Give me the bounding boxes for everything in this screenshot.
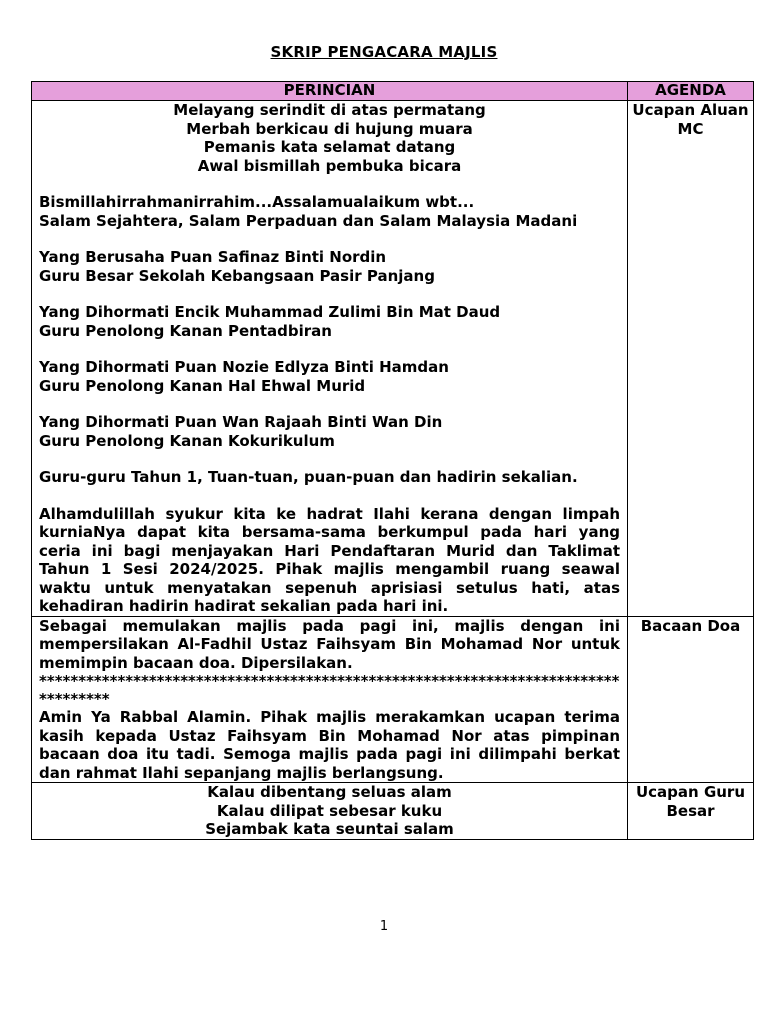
- audience-greeting: Guru-guru Tahun 1, Tuan-tuan, puan-puan dan hadirin sekalian.: [39, 468, 578, 486]
- pantun-line: Kalau dilipat sebesar kuku: [216, 801, 443, 820]
- doa-thanks: Amin Ya Rabbal Alamin. Pihak majlis merakamkan ucapan terima kasih kepada Ustaz Faihsyam Bin Mohamad Nor atas pimpinan bacaan doa itu tadi. Semoga majlis pada pagi ini dilimpahi berkat dan rahmat Ilahi sepanjang majlis berlangsung.: [39, 708, 620, 782]
- greeting-line: Salam Sejahtera, Salam Perpaduan dan Salam Malaysia Madani: [39, 211, 578, 230]
- agenda-cell: Ucapan Aluan MC: [628, 101, 754, 617]
- table-header-row: [32, 82, 754, 101]
- details-cell: [32, 101, 628, 617]
- table-row: [32, 616, 754, 783]
- dignitary-title: Guru Penolong Kanan Kokurikulum: [39, 431, 335, 450]
- dignitary-title: Guru Besar Sekolah Kebangsaan Pasir Panjang: [39, 266, 435, 285]
- dignitary-title: Guru Penolong Kanan Hal Ehwal Murid: [39, 376, 366, 395]
- table-row: [32, 101, 754, 617]
- dignitary-title: Guru Penolong Kanan Pentadbiran: [39, 321, 332, 340]
- pantun-line: Merbah berkicau di hujung muara: [186, 119, 473, 138]
- pantun-line: Awal bismillah pembuka bicara: [197, 156, 462, 175]
- dignitary-name: Yang Dihormati Puan Wan Rajaah Binti Wan Din: [39, 413, 443, 431]
- doa-invitation: Sebagai memulakan majlis pada pagi ini, majlis dengan ini mempersilakan Al-Fadhil Ustaz Faihsyam Bin Mohamad Nor untuk memimpin bacaan doa. Dipersilakan.: [39, 616, 620, 672]
- pantun-line: Sejambak kata seuntai salam: [205, 820, 454, 838]
- dignitary-name: Yang Dihormati Encik Muhammad Zulimi Bin Mat Daud: [39, 303, 501, 321]
- pantun-line: Kalau dibentang seluas alam: [207, 783, 452, 801]
- dignitary-name: Yang Berusaha Puan Safinaz Binti Nordin: [39, 248, 387, 266]
- pantun-line: Pemanis kata selamat datang: [203, 138, 456, 156]
- pantun-line: Melayang serindit di atas permatang: [173, 101, 486, 119]
- separator-stars: ***********************************************************************************: [39, 672, 620, 708]
- header-details: PERINCIAN: [32, 82, 628, 101]
- dignitary-name: Yang Dihormati Puan Nozie Edlyza Binti Hamdan: [39, 358, 449, 376]
- opening-pantun: [39, 101, 620, 175]
- agenda-cell: Bacaan Doa: [628, 616, 754, 783]
- table-row: [32, 783, 754, 840]
- page-number: 1: [379, 919, 389, 934]
- header-agenda: AGENDA: [628, 82, 754, 101]
- script-table: [31, 81, 754, 840]
- details-cell: [32, 616, 628, 783]
- opening-paragraph: Alhamdulillah syukur kita ke hadrat Ilahi kerana dengan limpah kurniaNya dapat kita bersama-sama berkumpul pada hari yang ceria ini bagi menjayakan Hari Pendaftaran Murid dan Taklimat Tahun 1 Sesi 2024/2025. Pihak majlis mengambil ruang seawal waktu untuk menyatakan sepenuh aprisiasi setulus hati, atas kehadiran hadirin hadirat sekalian pada hari ini.: [39, 504, 620, 615]
- agenda-cell: Ucapan Guru Besar: [628, 783, 754, 840]
- document-title: SKRIP PENGACARA MAJLIS: [270, 43, 498, 61]
- details-cell: [32, 783, 628, 840]
- greeting-line: Bismillahirrahmanirrahim...Assalamualaikum wbt...: [39, 193, 475, 211]
